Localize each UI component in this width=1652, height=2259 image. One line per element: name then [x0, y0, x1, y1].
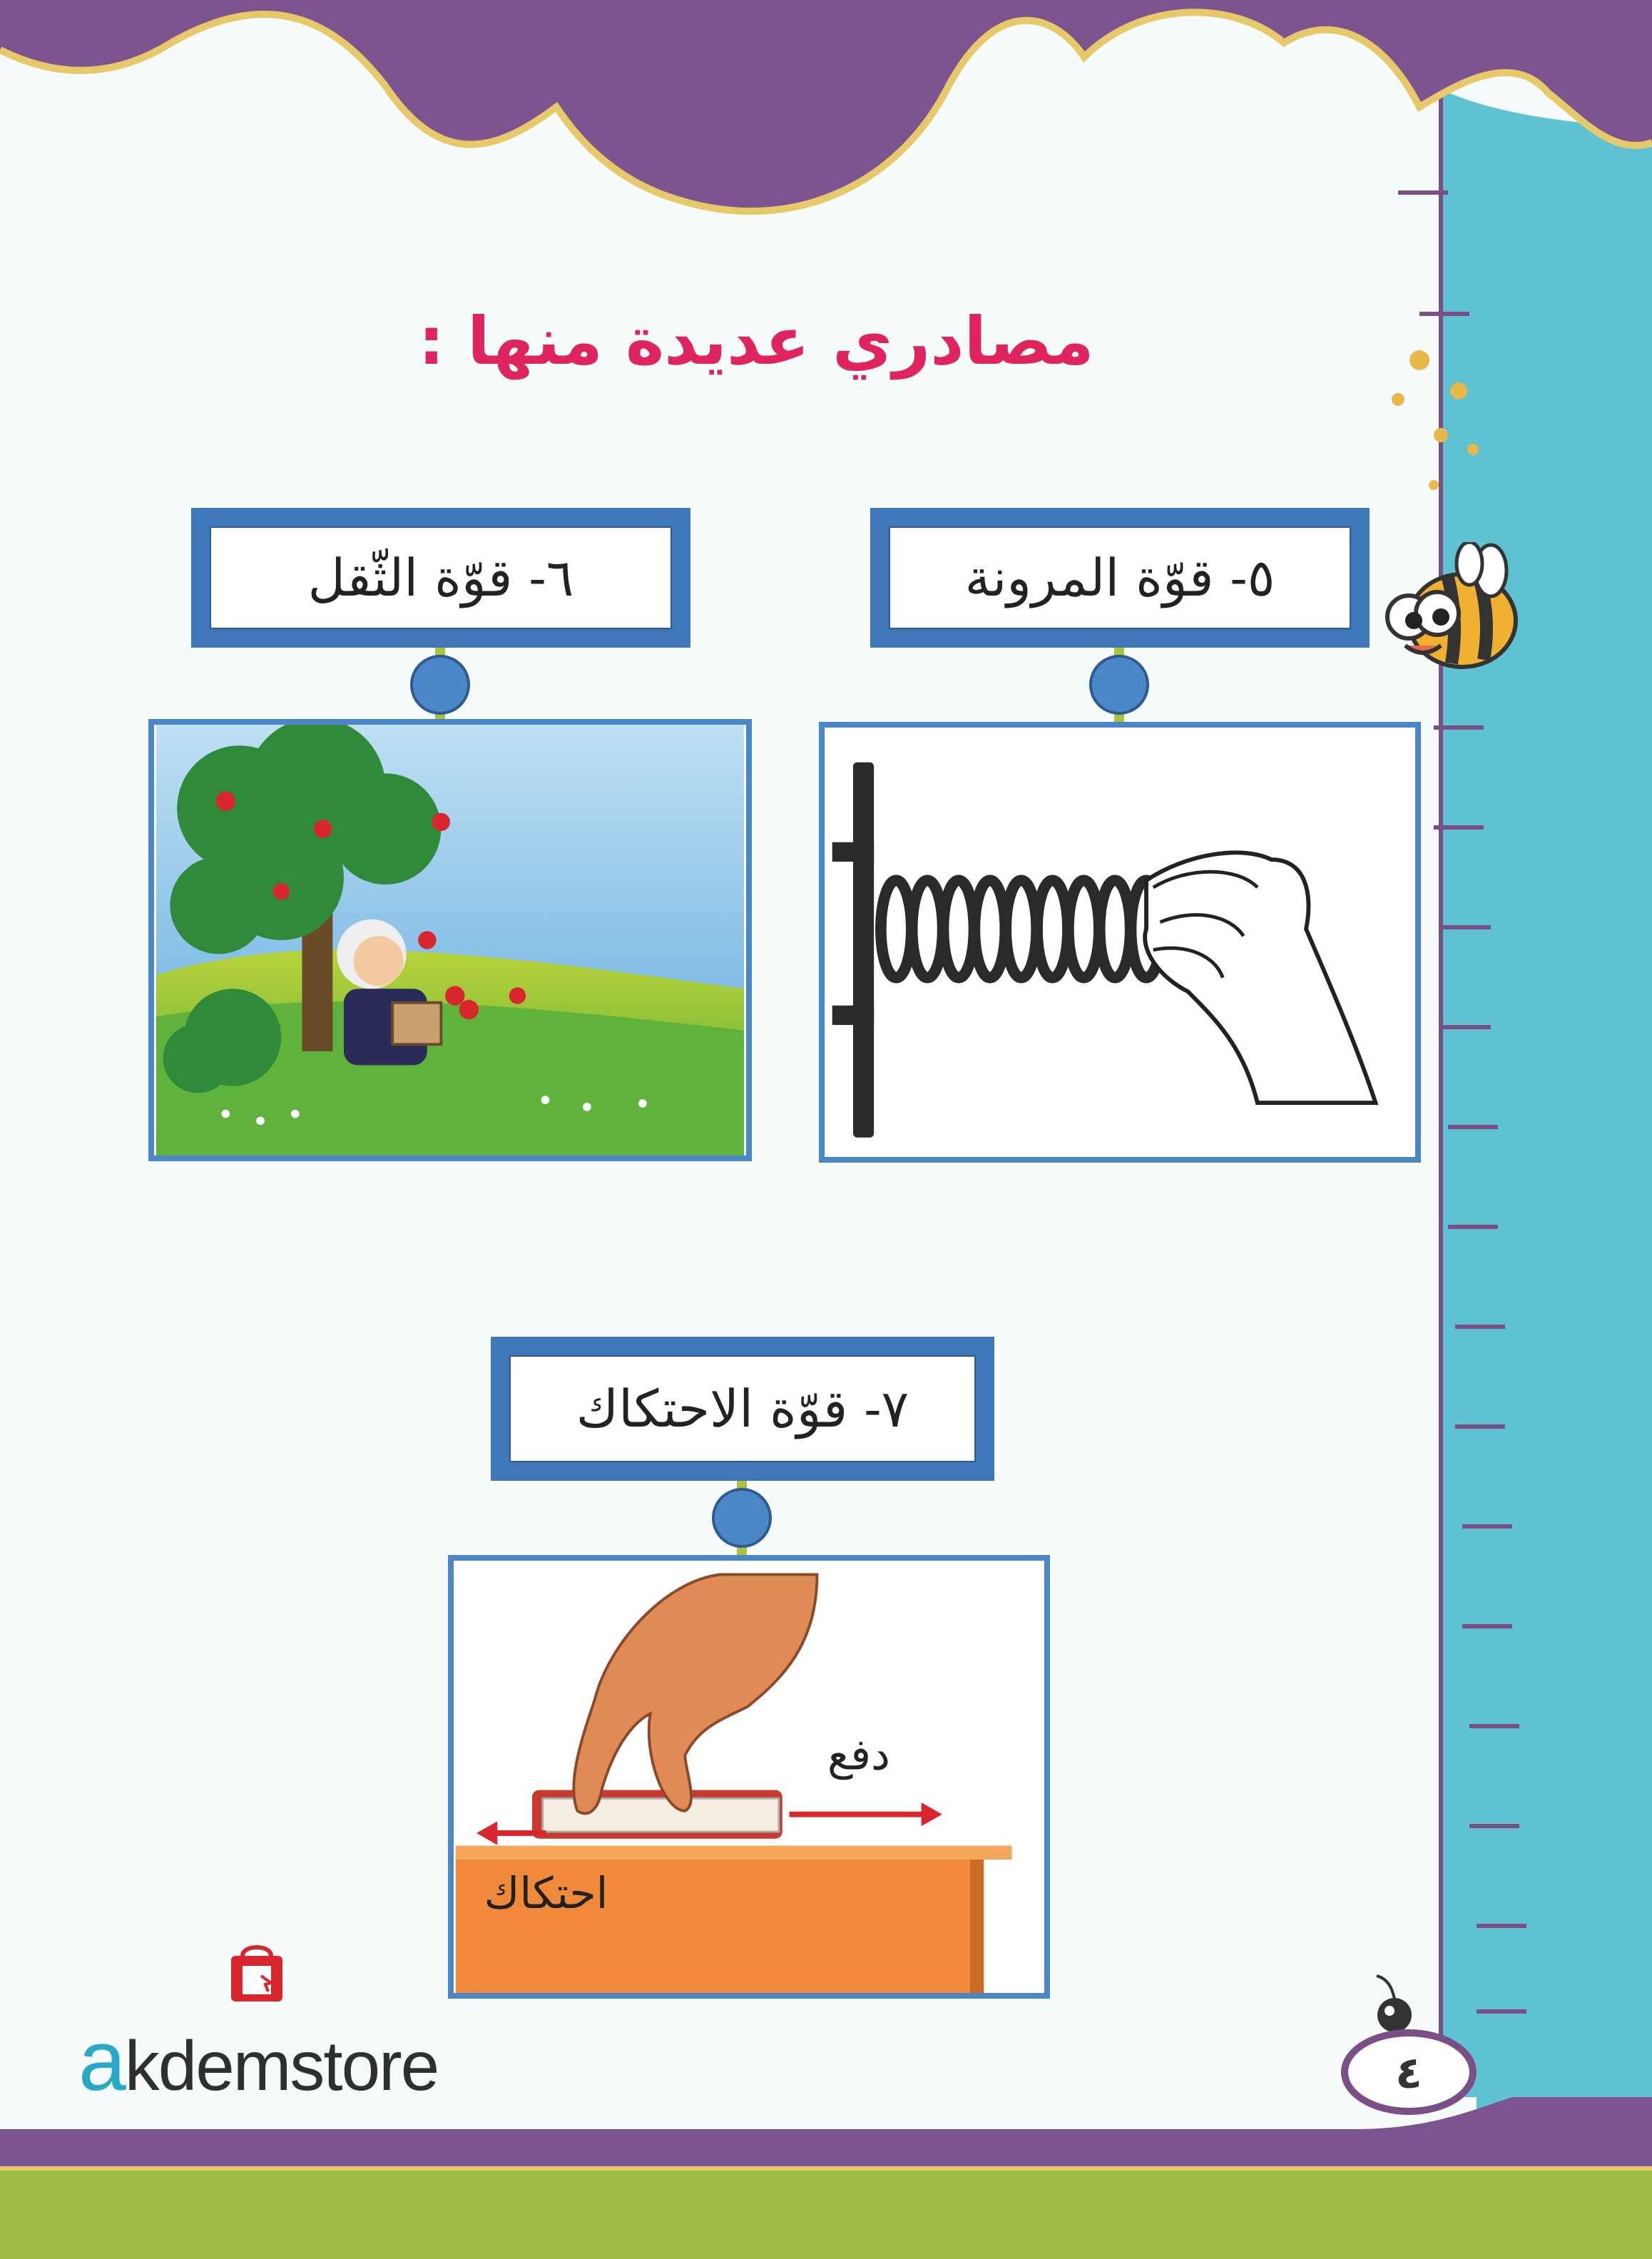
page-number: ٤	[1341, 2029, 1477, 2115]
knob-elasticity	[1089, 655, 1149, 715]
store-logo	[78, 2011, 438, 2110]
picture-friction	[448, 1555, 1050, 1999]
label-gravity	[191, 508, 690, 648]
knob-gravity	[410, 655, 470, 715]
store-logo-accent: a	[78, 2013, 125, 2108]
bug-icon	[1355, 1965, 1427, 2036]
header-band	[0, 0, 1652, 211]
knob-friction	[712, 1488, 772, 1548]
label-gravity-text: ٦- قوّة الثّقل	[307, 548, 574, 608]
hand-pushing-book-illustration	[454, 1561, 1044, 1993]
picture-elasticity	[819, 722, 1421, 1163]
label-elasticity	[870, 508, 1370, 648]
label-friction	[491, 1337, 994, 1481]
newton-apple-tree-illustration	[154, 725, 746, 1156]
picture-gravity	[148, 719, 752, 1161]
bag-logo-icon	[227, 1940, 287, 2004]
push-tag: دفع	[827, 1730, 890, 1780]
footer-green-band	[0, 2168, 1652, 2259]
label-elasticity-text: ٥- قوّة المرونة	[964, 548, 1275, 608]
spring-hand-illustration	[825, 728, 1415, 1157]
store-logo-rest: kdemstore	[124, 2026, 439, 2105]
bee-icon	[1370, 542, 1534, 706]
page-heading: مصادري عديدة منها :	[418, 303, 1094, 379]
label-friction-text: ٧- قوّة الاحتكاك	[576, 1379, 909, 1439]
friction-tag: احتكاك	[484, 1869, 608, 1919]
